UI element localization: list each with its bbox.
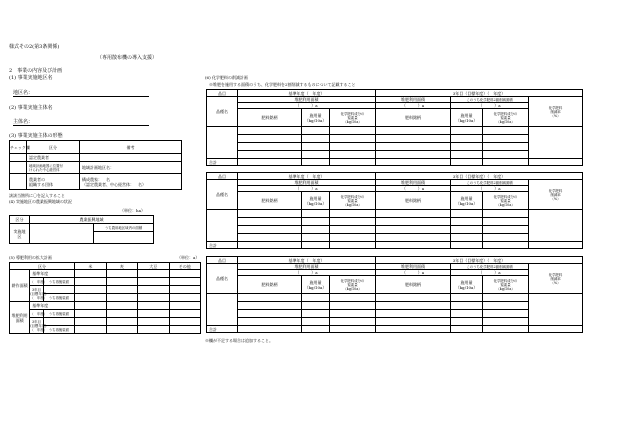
chem-unit: （kg/10a） — [343, 202, 362, 207]
chem-unit: （kg/10a） — [496, 286, 515, 291]
chem-header-2: 窒素量 — [500, 198, 511, 203]
form-subtitle: （専用散布機の導入支援） — [97, 55, 158, 61]
year3-paren: （ 年度） — [30, 295, 48, 300]
check-instruction: 該該当箇所に〇を記入すること — [9, 193, 65, 198]
rate-cell[interactable] — [529, 294, 583, 326]
base-year-paren: （ 年度） — [30, 311, 48, 316]
amount-unit: （kg/10a） — [304, 117, 327, 123]
fert-brand-header: 肥料銘柄 — [376, 192, 451, 210]
plan-header-wheat: 麦 — [106, 263, 137, 270]
area-row-label-a: 実施地 — [13, 228, 26, 234]
chem-header-1: 化学肥料成分の — [493, 194, 518, 199]
check-cell[interactable] — [10, 154, 27, 162]
item-4-heading: (4) 実施地区の農業振興地域の状況 — [9, 199, 72, 204]
compost-area-value[interactable]: （ ）a — [238, 270, 376, 276]
amount-unit: （kg/10a） — [455, 284, 478, 290]
compost-area-header: 堆肥利用面積 — [238, 264, 376, 270]
base-year-paren: （ 年度） — [30, 279, 48, 284]
item-name-header: 品種名 — [207, 97, 238, 127]
reduce-area-value[interactable]: （ ）a — [451, 186, 529, 192]
year3-target: (目標年度) — [30, 323, 47, 328]
rate-header-2: 削減率 — [550, 109, 561, 114]
chem-header-2: 窒素量 — [347, 282, 358, 287]
reduce-area-header: このうち化学肥料2割削減面積 — [451, 180, 529, 186]
total-label: 合計 — [207, 159, 238, 166]
row-farmer-group-a: 農業者の — [29, 176, 45, 182]
item-name-header: 品種名 — [207, 180, 238, 210]
area-header-zone: 農業振興地域 — [30, 216, 154, 224]
year3-paren: （ 年度） — [30, 327, 48, 332]
base-year-label: 基準年度 — [30, 270, 75, 278]
fert-brand-header: 肥料銘柄 — [238, 192, 302, 210]
entity-underline — [13, 125, 149, 126]
group-compost-area-b: 面積 — [15, 317, 24, 323]
chem-header-1: 化学肥料成分の — [340, 278, 365, 283]
reduction-plan-table — [206, 172, 583, 249]
item-1-heading: (1) 事業実施地区名 — [9, 75, 53, 81]
chem-header-2: 窒素量 — [500, 282, 511, 287]
chem-unit: （kg/10a） — [496, 202, 515, 207]
fert-brand-header: 肥料銘柄 — [238, 276, 302, 294]
row-core-entity-b: けられた中心経営体 — [29, 167, 60, 172]
chem-unit: （kg/10a） — [343, 286, 362, 291]
amount-header: 施用量 — [309, 112, 322, 118]
reduce-area-value[interactable]: （ ）a — [451, 270, 529, 276]
certified-count-note: （認定農業者、中心経営体： 名） — [82, 181, 146, 187]
item-name-cell[interactable] — [207, 294, 238, 326]
compost-area-value[interactable]: （ ）a — [238, 103, 376, 109]
chem-header-1: 化学肥料成分の — [340, 111, 365, 116]
reduction-plan-table — [206, 256, 583, 333]
item-name-header: 品種名 — [207, 264, 238, 294]
total-label: 合計 — [207, 326, 238, 333]
unit-ha: （単位：ha） — [120, 208, 145, 213]
row-core-entity-a: 地域計画地図に位置付 — [29, 163, 63, 168]
footnote: ※欄が不足する場合は追加すること。 — [205, 338, 273, 343]
zone-area-cell[interactable] — [30, 224, 94, 244]
area-header-sub: うち農用地区域内の面積 — [94, 224, 154, 232]
item-6-note: ※堆肥を施用する面積のうち、化学肥料を2割削減するものについて記載すること — [209, 82, 356, 87]
chem-unit: （kg/10a） — [496, 119, 515, 124]
check-cell[interactable] — [10, 174, 27, 190]
header-target-year: 3年目（目標年度）（ 年度） — [376, 173, 583, 180]
rate-unit: （%） — [550, 280, 561, 285]
header-item: 品目 — [207, 173, 238, 180]
compost-area-header: 堆肥利用面積 — [238, 180, 376, 186]
row-certified-farmer: 認定農業者 — [27, 154, 80, 162]
area-row-label-b: 区 — [17, 233, 22, 239]
header-base-year: 基準年度（ 年度） — [238, 257, 376, 264]
amount-unit: （kg/10a） — [304, 284, 327, 290]
rate-header-2: 削減率 — [550, 276, 561, 281]
unit-a: （単位：a） — [177, 255, 200, 260]
agri-zone-table — [9, 215, 154, 244]
rate-header-1: 化学肥料 — [548, 105, 563, 110]
year3-label: 3年目 — [31, 287, 41, 292]
chem-header-2: 窒素量 — [347, 115, 358, 120]
plan-header-rice: 米 — [75, 263, 106, 270]
sub-row-label: うち再後装面 — [43, 278, 74, 286]
rate-unit: （%） — [550, 113, 561, 118]
rate-cell[interactable] — [529, 210, 583, 242]
header-target-year: 3年目（目標年度）（ 年度） — [376, 257, 583, 264]
amount-header: 施用量 — [460, 112, 473, 118]
rate-unit: （%） — [550, 196, 561, 201]
year3-target: (目標年度) — [30, 291, 47, 296]
chem-unit: （kg/10a） — [343, 119, 362, 124]
group-compost-area-a: 堆肥利用 — [11, 312, 28, 318]
plan-header-other: その他 — [169, 263, 201, 270]
compost-area-header: 堆肥利用面積 — [376, 180, 451, 186]
plan-header-soy: 大豆 — [138, 263, 169, 270]
check-cell[interactable] — [10, 162, 27, 174]
item-6-heading: (6) 化学肥料の削減計画 — [205, 75, 248, 80]
header-target-year: 3年目（目標年度）（ 年度） — [376, 90, 583, 97]
entity-label: 主体名： — [13, 119, 34, 125]
amount-header: 施用量 — [309, 195, 322, 201]
entity-form-table — [9, 140, 182, 190]
compost-area-value[interactable]: （ ）a — [376, 270, 451, 276]
item-5-heading: (5) 導肥利用の拡大計画 — [9, 255, 52, 260]
sub-row-label: うち再後装面 — [43, 310, 74, 318]
chem-header-2: 窒素量 — [500, 115, 511, 120]
rate-cell[interactable] — [529, 127, 583, 159]
compost-area-value[interactable]: （ ）a — [238, 186, 376, 192]
reduce-area-header: このうち化学肥料2割削減面積 — [451, 264, 529, 270]
amount-header: 施用量 — [460, 195, 473, 201]
year3-label: 3年目 — [31, 319, 41, 324]
rate-header-1: 化学肥料 — [548, 188, 563, 193]
district-label: 地区名： — [13, 90, 34, 96]
fert-brand-header: 肥料銘柄 — [376, 109, 451, 127]
header-item: 品目 — [207, 257, 238, 264]
compost-area-header: 堆肥利用面積 — [238, 97, 376, 103]
reduction-plan-table — [206, 89, 583, 166]
compost-area-value[interactable]: （ ）a — [376, 186, 451, 192]
sub-row-label: うち再後装面 — [43, 294, 74, 302]
area-header-category: 区分 — [10, 216, 30, 224]
amount-unit: （kg/10a） — [455, 200, 478, 206]
district-underline — [13, 96, 149, 97]
item-name-cell[interactable] — [207, 210, 238, 242]
chem-header-2: 窒素量 — [347, 198, 358, 203]
rate-header-2: 削減率 — [550, 192, 561, 197]
row-farmer-group-b: 組織する団体 — [29, 181, 53, 187]
member-count-note: 構成農家： 名 — [82, 176, 110, 182]
fert-brand-header: 肥料銘柄 — [238, 109, 302, 127]
header-base-year: 基準年度（ 年度） — [238, 90, 376, 97]
header-item: 品目 — [207, 90, 238, 97]
fert-brand-header: 肥料銘柄 — [376, 276, 451, 294]
amount-unit: （kg/10a） — [304, 200, 327, 206]
chem-header-1: 化学肥料成分の — [340, 194, 365, 199]
reduce-area-header: このうち化学肥料2割削減面積 — [451, 97, 529, 103]
item-2-heading: (2) 事業実施主体名 — [9, 105, 53, 111]
sub-row-label: うち再後装面 — [43, 326, 74, 334]
farmland-area-cell[interactable] — [94, 232, 154, 244]
section-2-heading: 2 事業の内容及び計画 — [9, 68, 63, 74]
amount-header: 施用量 — [460, 279, 473, 285]
plan-header-category: 区分 — [10, 263, 75, 270]
base-year-label: 基準年度 — [30, 302, 75, 310]
rate-header-1: 化学肥料 — [548, 272, 563, 277]
compost-plan-table — [9, 262, 201, 334]
reduce-area-value[interactable]: （ ）a — [451, 103, 529, 109]
chem-header-1: 化学肥料成分の — [493, 278, 518, 283]
compost-area-header: 堆肥利用面積 — [376, 264, 451, 270]
item-name-cell[interactable] — [207, 127, 238, 159]
chem-header-1: 化学肥料成分の — [493, 111, 518, 116]
compost-area-value[interactable]: （ ）a — [376, 103, 451, 109]
item-3-heading: (3) 事業実施主体の形態 — [9, 133, 63, 139]
total-label: 合計 — [207, 242, 238, 249]
form-number: 様式その2(第3条関係) — [9, 44, 60, 50]
header-check: チェック欄 — [10, 141, 27, 154]
header-base-year: 基準年度（ 年度） — [238, 173, 376, 180]
group-cultivated-area: 耕作面積 — [10, 270, 30, 302]
regional-plan-note: 地域計画地区名： — [80, 162, 182, 174]
header-category: 区分 — [27, 141, 80, 154]
compost-area-header: 堆肥利用面積 — [376, 97, 451, 103]
header-note: 備考 — [80, 141, 182, 154]
amount-header: 施用量 — [309, 279, 322, 285]
amount-unit: （kg/10a） — [455, 117, 478, 123]
